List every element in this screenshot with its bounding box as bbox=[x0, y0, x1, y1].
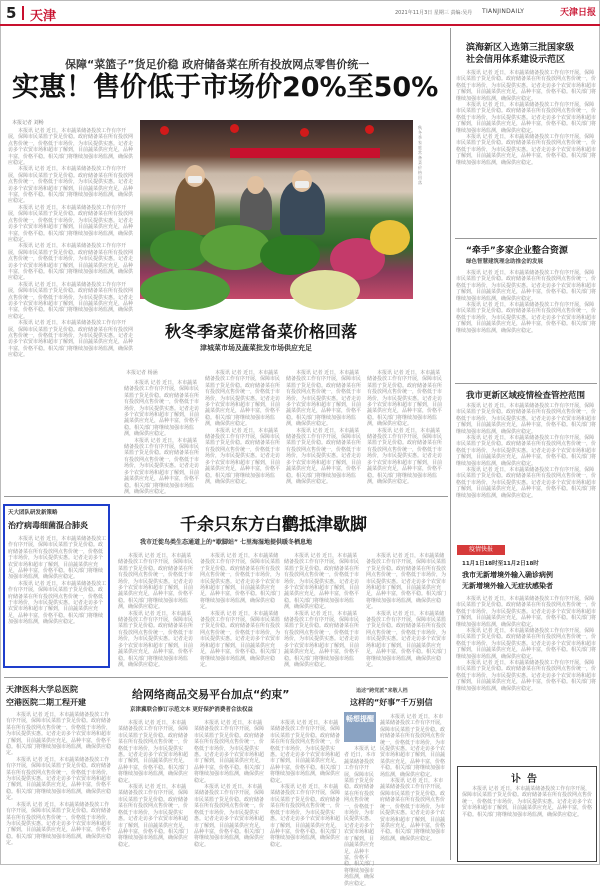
lead-headline: 实惠！售价低于市场价20%至50% bbox=[12, 72, 439, 103]
mid-body-col1: 本报讯 记者 近日，本市蔬菜储备投放工作有序开展，保障市民菜篮子货足价稳。政府储备菜在所有投放网点售价统一，价格低于市场价，为市民提供实惠。记者走访多个农贸市场和超市了解到，目前蔬菜供应充足，品种丰富，价格平稳。相关部门将继续加强市场监测，确保供应稳定。 本报讯 记者 近日，本市蔬菜储备投放工作有序开展，保障市民菜篮子货足价稳。政府储备菜在所有投放网点售价统一，价格低于市场价，为市民提供实惠。记者走访多个农贸市场和超市了解到，目前蔬菜供应充足，品种丰富，价格平稳。相关部门将继续加强市场监测，确保供应稳定。 bbox=[118, 553, 194, 668]
section-rule bbox=[4, 677, 448, 678]
page-number: 5 bbox=[6, 4, 17, 22]
right-headline-3: 我市更新区域疫情检查管控范围 bbox=[466, 391, 586, 401]
face-mask bbox=[295, 181, 309, 188]
section-divider bbox=[22, 6, 24, 20]
lead-kicker: 保障“菜篮子”货足价稳 政府储备菜在所有投放网点零售价统一 bbox=[65, 58, 370, 71]
brief-headline-1: 我市无新增境外输入确诊病例 bbox=[462, 571, 553, 579]
lantern bbox=[230, 124, 239, 133]
mid-body-col2: 本报讯 记者 近日，本市蔬菜储备投放工作有序开展，保障市民菜篮子货足价稳。政府储备菜在所有投放网点售价统一，价格低于市场价，为市民提供实惠。记者走访多个农贸市场和超市了解到，目前蔬菜供应充足，品种丰富，价格平稳。相关部门将继续加强市场监测，确保供应稳定。 本报讯 记者 近日，本市蔬菜储备投放工作有序开展，保障市民菜篮子货足价稳。政府储备菜在所有投放网点售价统一，价格低于市场价，为市民提供实惠。记者走访多个农贸市场和超市了解到，目前蔬菜供应充足，品种丰富，价格平稳。相关部门将继续加强市场监测，确保供应稳定。 bbox=[200, 553, 281, 668]
column-rule bbox=[450, 28, 451, 860]
blue-box-body: 本报讯 记者 近日，本市蔬菜储备投放工作有序开展，保障市民菜篮子货足价稳。政府储备菜在所有投放网点售价统一，价格低于市场价，为市民提供实惠。记者走访多个农贸市场和超市了解到，目前蔬菜供应充足，品种丰富，价格平稳。相关部门将继续加强市场监测，确保供应稳定。 本报讯 记者 近日，本市蔬菜储备投放工作有序开展，保障市民菜篮子货足价稳。政府储备菜在所有投放网点售价统一，价格低于市场价，为市民提供实惠。记者走访多个农贸市场和超市了解到，目前蔬菜供应充足，品种丰富，价格平稳。相关部门将继续加强市场监测，确保供应稳定。 bbox=[8, 536, 107, 626]
brand-pinyin: TIANJINDAILY bbox=[482, 8, 525, 15]
mid-headline: 千余只东方白鹳抵津歇脚 bbox=[180, 515, 367, 535]
brief-headline-2: 无新增境外输入无症状感染者 bbox=[462, 582, 553, 590]
right-rule bbox=[455, 383, 597, 384]
lower-right-body: 本报讯 记者 近日，本市蔬菜储备投放工作有序开展，保障市民菜篮子货足价稳。政府储备菜在所有投放网点售价统一，价格低于市场价，为市民提供实惠。记者走访多个农贸市场和超市了解到，目前蔬菜供应充足，品种丰富，价格平稳。相关部门将继续加强市场监测，确保供应稳定。 本报讯 记者 近日，本市蔬菜储备投放工作有序开展，保障市民菜篮子货足价稳。政府储备菜在所有投放网点售价统一，价格低于市场价，为市民提供实惠。记者走访多个农贸市场和超市了解到，目前蔬菜供应充足，品种丰富，价格平稳。相关部门将继续加强市场监测，确保供应稳定。 bbox=[380, 714, 446, 842]
lower-left-headline-2: 空港医院二期工程开建 bbox=[6, 698, 86, 707]
cauliflower bbox=[290, 270, 360, 310]
face-mask bbox=[188, 176, 202, 183]
lantern bbox=[365, 125, 374, 134]
lower-left-body: 本报讯 记者 近日，本市蔬菜储备投放工作有序开展，保障市民菜篮子货足价稳。政府储备菜在所有投放网点售价统一，价格低于市场价，为市民提供实惠。记者走访多个农贸市场和超市了解到，目前蔬菜供应充足，品种丰富，价格平稳。相关部门将继续加强市场监测，确保供应稳定。 本报讯 记者 近日，本市蔬菜储备投放工作有序开展，保障市民菜篮子货足价稳。政府储备菜在所有投放网点售价统一，价格低于市场价，为市民提供实惠。记者走访多个农贸市场和超市了解到，目前蔬菜供应充足，品种丰富，价格平稳。相关部门将继续加强市场监测，确保供应稳定。 本报讯 记者 近日，本市蔬菜储备投放工作有序开展，保障市民菜篮子货足价稳。政府储备菜在所有投放网点售价统一，价格低于市场价，为市民提供实惠。记者走访多个农贸市场和超市了解到，目前蔬菜供应充足，品种丰富，价格平稳。相关部门将继续加强市场监测，确保供应稳定。 bbox=[6, 712, 112, 847]
header-rule bbox=[0, 24, 600, 26]
brief-date: 11月1日18时至11月2日18时 bbox=[462, 561, 539, 567]
section-rule bbox=[4, 496, 448, 497]
market-photo bbox=[140, 120, 413, 299]
peppers bbox=[370, 220, 410, 255]
lantern bbox=[160, 126, 169, 135]
subhead: 秋冬季家庭常备菜价格回落 bbox=[165, 322, 358, 341]
right-headline-2-deck: 绿色智慧建筑理念助推会的发展 bbox=[466, 259, 544, 265]
person-head bbox=[247, 176, 264, 194]
lower-left-headline-1: 天津医科大学总医院 bbox=[6, 685, 78, 694]
lower-right-kicker: 追述“跨党派”来敬人档 bbox=[356, 688, 408, 694]
lower-mid-body-col1: 本报讯 记者 近日，本市蔬菜储备投放工作有序开展，保障市民菜篮子货足价稳。政府储备菜在所有投放网点售价统一，价格低于市场价，为市民提供实惠。记者走访多个农贸市场和超市了解到，目前蔬菜供应充足，品种丰富，价格平稳。相关部门将继续加强市场监测，确保供应稳定。 本报讯 记者 近日，本市蔬菜储备投放工作有序开展，保障市民菜篮子货足价稳。政府储备菜在所有投放网点售价统一，价格低于市场价，为市民提供实惠。记者走访多个农贸市场和超市了解到，目前蔬菜供应充足，品种丰富，价格平稳。相关部门将继续加强市场监测，确保供应稳定。 bbox=[118, 720, 189, 848]
obituary-title: 讣告 bbox=[511, 774, 543, 785]
subhead-deck: 津城菜市场及蔬菜批发市场供应充足 bbox=[200, 344, 312, 352]
blue-box-headline: 治疗病毒细菌混合肺炎 bbox=[8, 521, 88, 530]
right-headline-1: 滨海新区入选第三批国家级 bbox=[466, 43, 575, 53]
lower-mid-body-col2: 本报讯 记者 近日，本市蔬菜储备投放工作有序开展，保障市民菜篮子货足价稳。政府储备菜在所有投放网点售价统一，价格低于市场价，为市民提供实惠。记者走访多个农贸市场和超市了解到，目前蔬菜供应充足，品种丰富，价格平稳。相关部门将继续加强市场监测，确保供应稳定。 本报讯 记者 近日，本市蔬菜储备投放工作有序开展，保障市民菜篮子货足价稳。政府储备菜在所有投放网点售价统一，价格低于市场价，为市民提供实惠。记者走访多个农贸市场和超市了解到，目前蔬菜供应充足，品种丰富，价格平稳。相关部门将继续加强市场监测，确保供应稳定。 bbox=[194, 720, 265, 848]
vegetables bbox=[260, 235, 320, 275]
mid-body-col4: 本报讯 记者 近日，本市蔬菜储备投放工作有序开展，保障市民菜篮子货足价稳。政府储备菜在所有投放网点售价统一，价格低于市场价，为市民提供实惠。记者走访多个农贸市场和超市了解到，目前蔬菜供应充足，品种丰富，价格平稳。相关部门将继续加强市场监测，确保供应稳定。 本报讯 记者 近日，本市蔬菜储备投放工作有序开展，保障市民菜篮子货足价稳。政府储备菜在所有投放网点售价统一，价格低于市场价，为市民提供实惠。记者走访多个农贸市场和超市了解到，目前蔬菜供应充足，品种丰富，价格平稳。相关部门将继续加强市场监测，确保供应稳定。 bbox=[366, 553, 447, 668]
lower-mid-body-col3: 本报讯 记者 近日，本市蔬菜储备投放工作有序开展，保障市民菜篮子货足价稳。政府储备菜在所有投放网点售价统一，价格低于市场价，为市民提供实惠。记者走访多个农贸市场和超市了解到，目前蔬菜供应充足，品种丰富，价格平稳。相关部门将继续加强市场监测，确保供应稳定。 本报讯 记者 近日，本市蔬菜储备投放工作有序开展，保障市民菜篮子货足价稳。政府储备菜在所有投放网点售价统一，价格低于市场价，为市民提供实惠。记者走访多个农贸市场和超市了解到，目前蔬菜供应充足，品种丰富，价格平稳。相关部门将继续加强市场监测，确保供应稳定。 bbox=[270, 720, 341, 848]
right-body-2: 本报讯 记者 近日，本市蔬菜储备投放工作有序开展，保障市民菜篮子货足价稳。政府储备菜在所有投放网点售价统一，价格低于市场价，为市民提供实惠。记者走访多个农贸市场和超市了解到，目前蔬菜供应充足，品种丰富，价格平稳。相关部门将继续加强市场监测，确保供应稳定。 本报讯 记者 近日，本市蔬菜储备投放工作有序开展，保障市民菜篮子货足价稳。政府储备菜在所有投放网点售价统一，价格低于市场价，为市民提供实惠。记者走访多个农贸市场和超市了解到，目前蔬菜供应充足，品种丰富，价格平稳。相关部门将继续加强市场监测，确保供应稳定。 bbox=[456, 270, 597, 334]
photo-caption: 秋冬季家庭常备菜价格回落 bbox=[418, 125, 422, 185]
lead-body-col1: 本报讯 记者 近日，本市蔬菜储备投放工作有序开展，保障市民菜篮子货足价稳。政府储备菜在所有投放网点售价统一，价格低于市场价，为市民提供实惠。记者走访多个农贸市场和超市了解到，目前蔬菜供应充足，品种丰富，价格平稳。相关部门将继续加强市场监测，确保供应稳定。 本报讯 记者 近日，本市蔬菜储备投放工作有序开展，保障市民菜篮子货足价稳。政府储备菜在所有投放网点售价统一，价格低于市场价，为市民提供实惠。记者走访多个农贸市场和超市了解到，目前蔬菜供应充足，品种丰富，价格平稳。相关部门将继续加强市场监测，确保供应稳定。 本报讯 记者 近日，本市蔬菜储备投放工作有序开展，保障市民菜篮子货足价稳。政府储备菜在所有投放网点售价统一，价格低于市场价，为市民提供实惠。记者走访多个农贸市场和超市了解到，目前蔬菜供应充足，品种丰富，价格平稳。相关部门将继续加强市场监测，确保供应稳定。 本报讯 记者 近日，本市蔬菜储备投放工作有序开展，保障市民菜篮子货足价稳。政府储备菜在所有投放网点售价统一，价格低于市场价，为市民提供实惠。记者走访多个农贸市场和超市了解到，目前蔬菜供应充足，品种丰富，价格平稳。相关部门将继续加强市场监测，确保供应稳定。 本报讯 记者 近日，本市蔬菜储备投放工作有序开展，保障市民菜篮子货足价稳。政府储备菜在所有投放网点售价统一，价格低于市场价，为市民提供实惠。记者走访多个农贸市场和超市了解到，目前蔬菜供应充足，品种丰富，价格平稳。相关部门将继续加强市场监测，确保供应稳定。 本报讯 记者 近日，本市蔬菜储备投放工作有序开展，保障市民菜篮子货足价稳。政府储备菜在所有投放网点售价统一，价格低于市场价，为市民提供实惠。记者走访多个农贸市场和超市了解到，目前蔬菜供应充足，品种丰富，价格平稳。相关部门将继续加强市场监测，确保供应稳定。 bbox=[8, 128, 134, 359]
market-banner bbox=[230, 148, 380, 158]
lower-right-headline: 这样的“好事”千万别信 bbox=[350, 698, 433, 707]
masthead-logo: 天津日报 bbox=[560, 8, 597, 18]
mid-deck: 我市迁徙鸟类生态通道上的“歇脚站” 七里海湿地提供暖冬栖息地 bbox=[140, 539, 312, 546]
epidemic-tag: 疫情快报 bbox=[457, 545, 505, 555]
lead-byline: 本报记者 刘畅 bbox=[12, 120, 44, 126]
lantern bbox=[300, 128, 309, 137]
obituary-body: 本报讯 记者 近日，本市蔬菜储备投放工作有序开展，保障市民菜篮子货足价稳。政府储备菜在所有投放网点售价统一，价格低于市场价，为市民提供实惠。记者走访多个农贸市场和超市了解到，目前蔬菜供应充足，品种丰富，价格平稳。相关部门将继续加强市场监测，确保供应稳定。 bbox=[462, 786, 593, 818]
lead-body-col5: 本报讯 记者 近日，本市蔬菜储备投放工作有序开展，保障市民菜篮子货足价稳。政府储备菜在所有投放网点售价统一，价格低于市场价，为市民提供实惠。记者走访多个农贸市场和超市了解到，目前蔬菜供应充足，品种丰富，价格平稳。相关部门将继续加强市场监测，确保供应稳定。 本报讯 记者 近日，本市蔬菜储备投放工作有序开展，保障市民菜篮子货足价稳。政府储备菜在所有投放网点售价统一，价格低于市场价，为市民提供实惠。记者走访多个农贸市场和超市了解到，目前蔬菜供应充足，品种丰富，价格平稳。相关部门将继续加强市场监测，确保供应稳定。 bbox=[367, 370, 443, 485]
right-headline-1b: 社会信用体系建设示范区 bbox=[466, 55, 566, 65]
lower-mid-headline: 给网络商品交易平台加点“约束” bbox=[132, 688, 290, 701]
blue-box-kicker: 天大团队研发新策略 bbox=[8, 510, 58, 516]
right-rule bbox=[455, 238, 597, 239]
lead-body-col2: 本报讯 记者 近日，本市蔬菜储备投放工作有序开展，保障市民菜篮子货足价稳。政府储备菜在所有投放网点售价统一，价格低于市场价，为市民提供实惠。记者走访多个农贸市场和超市了解到，目前蔬菜供应充足，品种丰富，价格平稳。相关部门将继续加强市场监测，确保供应稳定。 本报讯 记者 近日，本市蔬菜储备投放工作有序开展，保障市民菜篮子货足价稳。政府储备菜在所有投放网点售价统一，价格低于市场价，为市民提供实惠。记者走访多个农贸市场和超市了解到，目前蔬菜供应充足，品种丰富，价格平稳。相关部门将继续加强市场监测，确保供应稳定。 bbox=[124, 380, 200, 495]
right-headline-2: “牵手”多家企业整合资源 bbox=[466, 246, 568, 256]
vegetables bbox=[140, 270, 230, 310]
lower-right-body-2: 本报讯 记者 近日，本市蔬菜储备投放工作有序开展，保障市民菜篮子货足价稳。政府储备菜在所有投放网点售价统一，价格低于市场价，为市民提供实惠。记者走访多个农贸市场和超市了解到，目前蔬菜供应充足，品种丰富，价格平稳。相关部门将继续加强市场监测，确保供应稳定。 bbox=[344, 746, 376, 887]
lead-body-col4: 本报讯 记者 近日，本市蔬菜储备投放工作有序开展，保障市民菜篮子货足价稳。政府储备菜在所有投放网点售价统一，价格低于市场价，为市民提供实惠。记者走访多个农贸市场和超市了解到，目前蔬菜供应充足，品种丰富，价格平稳。相关部门将继续加强市场监测，确保供应稳定。 本报讯 记者 近日，本市蔬菜储备投放工作有序开展，保障市民菜篮子货足价稳。政府储备菜在所有投放网点售价统一，价格低于市场价，为市民提供实惠。记者走访多个农贸市场和超市了解到，目前蔬菜供应充足，品种丰富，价格平稳。相关部门将继续加强市场监测，确保供应稳定。 bbox=[286, 370, 362, 485]
lead-byline-2: 本报记者 杨涵 bbox=[126, 370, 158, 376]
right-body-1: 本报讯 记者 近日，本市蔬菜储备投放工作有序开展，保障市民菜篮子货足价稳。政府储备菜在所有投放网点售价统一，价格低于市场价，为市民提供实惠。记者走访多个农贸市场和超市了解到，目前蔬菜供应充足，品种丰富，价格平稳。相关部门将继续加强市场监测，确保供应稳定。 本报讯 记者 近日，本市蔬菜储备投放工作有序开展，保障市民菜篮子货足价稳。政府储备菜在所有投放网点售价统一，价格低于市场价，为市民提供实惠。记者走访多个农贸市场和超市了解到，目前蔬菜供应充足，品种丰富，价格平稳。相关部门将继续加强市场监测，确保供应稳定。 本报讯 记者 近日，本市蔬菜储备投放工作有序开展，保障市民菜篮子货足价稳。政府储备菜在所有投放网点售价统一，价格低于市场价，为市民提供实惠。记者走访多个农贸市场和超市了解到，目前蔬菜供应充足，品种丰富，价格平稳。相关部门将继续加强市场监测，确保供应稳定。 bbox=[456, 70, 597, 166]
right-body-3: 本报讯 记者 近日，本市蔬菜储备投放工作有序开展，保障市民菜篮子货足价稳。政府储备菜在所有投放网点售价统一，价格低于市场价，为市民提供实惠。记者走访多个农贸市场和超市了解到，目前蔬菜供应充足，品种丰富，价格平稳。相关部门将继续加强市场监测，确保供应稳定。 本报讯 记者 近日，本市蔬菜储备投放工作有序开展，保障市民菜篮子货足价稳。政府储备菜在所有投放网点售价统一，价格低于市场价，为市民提供实惠。记者走访多个农贸市场和超市了解到，目前蔬菜供应充足，品种丰富，价格平稳。相关部门将继续加强市场监测，确保供应稳定。 本报讯 记者 近日，本市蔬菜储备投放工作有序开展，保障市民菜篮子货足价稳。政府储备菜在所有投放网点售价统一，价格低于市场价，为市民提供实惠。记者走访多个农贸市场和超市了解到，目前蔬菜供应充足，品种丰富，价格平稳。相关部门将继续加强市场监测，确保供应稳定。 bbox=[456, 403, 597, 499]
lead-body-col3: 本报讯 记者 近日，本市蔬菜储备投放工作有序开展，保障市民菜篮子货足价稳。政府储备菜在所有投放网点售价统一，价格低于市场价，为市民提供实惠。记者走访多个农贸市场和超市了解到，目前蔬菜供应充足，品种丰富，价格平稳。相关部门将继续加强市场监测，确保供应稳定。 本报讯 记者 近日，本市蔬菜储备投放工作有序开展，保障市民菜篮子货足价稳。政府储备菜在所有投放网点售价统一，价格低于市场价，为市民提供实惠。记者走访多个农贸市场和超市了解到，目前蔬菜供应充足，品种丰富，价格平稳。相关部门将继续加强市场监测，确保供应稳定。 bbox=[205, 370, 281, 485]
dateline: 2021年11月3日 星期三 责编:吴丹 bbox=[395, 10, 473, 16]
mid-body-col3: 本报讯 记者 近日，本市蔬菜储备投放工作有序开展，保障市民菜篮子货足价稳。政府储备菜在所有投放网点售价统一，价格低于市场价，为市民提供实惠。记者走访多个农贸市场和超市了解到，目前蔬菜供应充足，品种丰富，价格平稳。相关部门将继续加强市场监测，确保供应稳定。 本报讯 记者 近日，本市蔬菜储备投放工作有序开展，保障市民菜篮子货足价稳。政府储备菜在所有投放网点售价统一，价格低于市场价，为市民提供实惠。记者走访多个农贸市场和超市了解到，目前蔬菜供应充足，品种丰富，价格平稳。相关部门将继续加强市场监测，确保供应稳定。 bbox=[284, 553, 360, 668]
section-title: 天津 bbox=[30, 9, 57, 24]
vegetables bbox=[200, 225, 270, 270]
right-body-4: 本报讯 记者 近日，本市蔬菜储备投放工作有序开展，保障市民菜篮子货足价稳。政府储备菜在所有投放网点售价统一，价格低于市场价，为市民提供实惠。记者走访多个农贸市场和超市了解到，目前蔬菜供应充足，品种丰富，价格平稳。相关部门将继续加强市场监测，确保供应稳定。 本报讯 记者 近日，本市蔬菜储备投放工作有序开展，保障市民菜篮子货足价稳。政府储备菜在所有投放网点售价统一，价格低于市场价，为市民提供实惠。记者走访多个农贸市场和超市了解到，目前蔬菜供应充足，品种丰富，价格平稳。相关部门将继续加强市场监测，确保供应稳定。 本报讯 记者 近日，本市蔬菜储备投放工作有序开展，保障市民菜篮子货足价稳。政府储备菜在所有投放网点售价统一，价格低于市场价，为市民提供实惠。记者走访多个农贸市场和超市了解到，目前蔬菜供应充足，品种丰富，价格平稳。相关部门将继续加强市场监测，确保供应稳定。 bbox=[456, 596, 597, 692]
reminder-box: 畅想提醒 bbox=[344, 712, 376, 742]
lower-mid-deck: 京津冀联合修订示范文本 更好保护消费者合法权益 bbox=[130, 707, 253, 713]
